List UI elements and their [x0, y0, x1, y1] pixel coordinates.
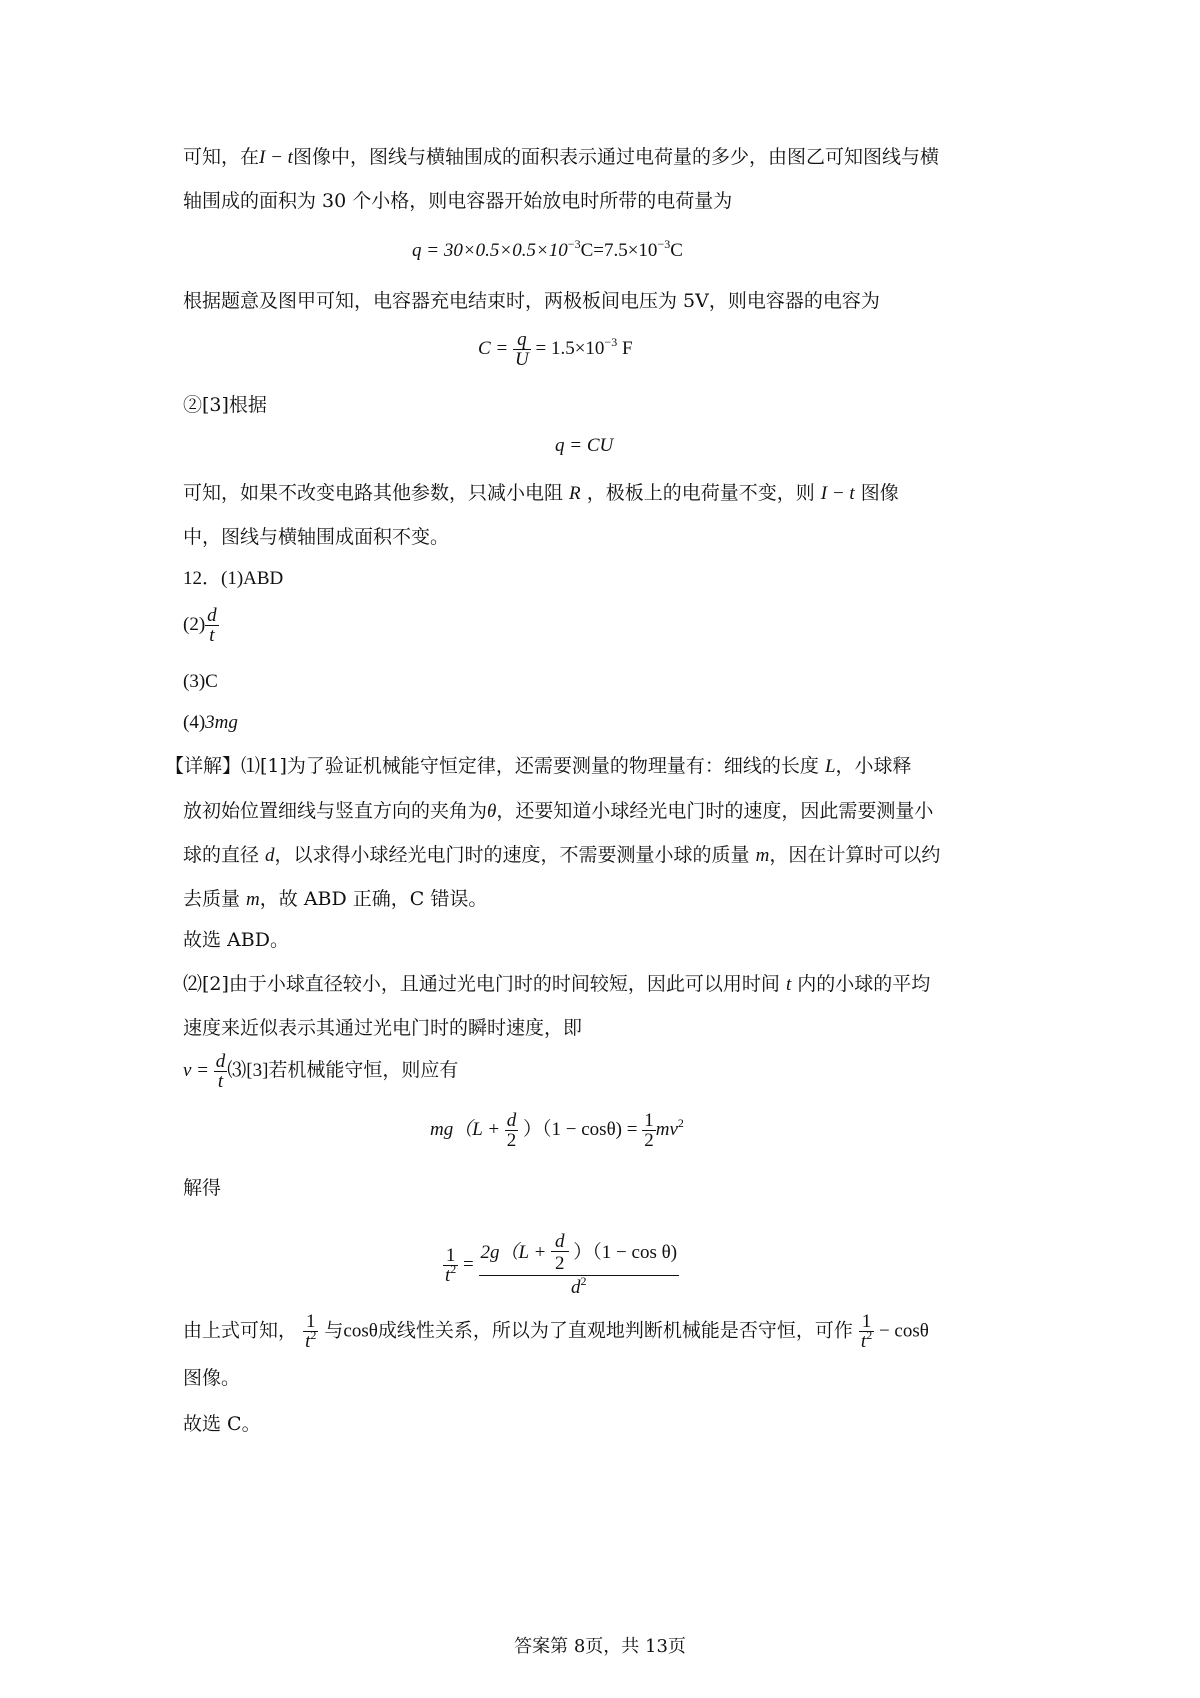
numerator: d [215, 1051, 226, 1072]
paragraph-4-line-2: 中，图线与横轴围成面积不变。 [183, 526, 450, 548]
denominator: 2 [551, 1251, 569, 1275]
equation-energy [430, 1111, 684, 1150]
answer-12-1: 12．(1)ABD [183, 568, 284, 589]
equation-result: $\frac{1}{t^2}$ = 2g（L + $\frac{d}{2}$ ）（1 − cos θ) $d^2$ [445, 1231, 678, 1298]
eq-exp: −3 [604, 334, 618, 349]
paragraph-1-line-2: 轴围成的面积为 30 个小格，则电容器开始放电时所带的电荷量为 [183, 190, 733, 212]
den-var: t [445, 1265, 451, 1286]
eq-part: mg（L + [430, 1118, 501, 1140]
detail-3-intro [183, 1052, 458, 1091]
text: 图像 [854, 482, 899, 504]
fraction-d-over-2 [505, 1111, 519, 1150]
text: 放初始位置细线与竖直方向的夹角为 [183, 800, 488, 822]
page-footer: 答案第 8页，共 13页 [514, 1636, 686, 1657]
eq-part: C=7.5×10 [580, 240, 658, 261]
text: ，还要知道小球经光电门时的速度，因此需要测量小 [496, 800, 934, 822]
den-var: t [860, 1331, 867, 1352]
conclusion-line-2: 图像。 [183, 1367, 241, 1389]
detail-line-5: 故选 ABD。 [183, 929, 289, 951]
detail-line-1 [165, 757, 912, 776]
text: 图像中，图线与横轴围成的面积表示通过电荷量的多少，由图乙可知图线与横 [292, 146, 939, 168]
numerator: 1 [861, 1311, 872, 1332]
detail-line-3 [183, 846, 940, 865]
fraction-1-over-t2 [443, 1246, 458, 1285]
eq-exp: 2 [450, 1262, 457, 1276]
paragraph-4-line-1 [183, 484, 899, 503]
math-l: L [824, 756, 836, 777]
text: ⑶[3]若机械能守恒，则应有 [227, 1059, 459, 1081]
denominator [443, 1262, 458, 1286]
text: 可知，在 [183, 146, 260, 168]
paragraph-1-line-1 [183, 148, 939, 167]
equation-capacitance [478, 330, 633, 369]
text: 与 [324, 1319, 344, 1342]
eq-part: F [617, 337, 633, 359]
eq-part: C = [478, 337, 509, 359]
eq-part: v = [183, 1059, 210, 1081]
text: ，故 ABD 正确，C 错误。 [259, 888, 488, 910]
detail-2-line-1 [183, 975, 930, 994]
fraction-1-over-t2 [303, 1312, 318, 1351]
denominator: t [205, 625, 219, 645]
fraction-d-over-t [205, 606, 219, 645]
text: (2) [183, 613, 206, 635]
eq-exp: −3 [657, 237, 671, 251]
eq-part: ）（1 − cos θ) [573, 1241, 678, 1263]
math-m: m [246, 889, 260, 910]
numerator: d [207, 605, 217, 626]
eq-part: ）（1 − cosθ) = [523, 1118, 638, 1140]
numerator: d [555, 1231, 565, 1252]
eq-exp: 2 [580, 1274, 587, 1288]
numerator: d [506, 1110, 517, 1131]
solve-label: 解得 [183, 1177, 222, 1199]
eq-exp: 2 [866, 1328, 873, 1342]
math-t: t [785, 974, 792, 995]
denominator: t [214, 1071, 228, 1091]
text: 由上式可知， [183, 1319, 298, 1342]
text: (4) [183, 712, 206, 733]
text: 球的直径 [183, 844, 266, 866]
math-m: m [755, 845, 770, 866]
eq-part: q = 30×0.5×0.5×10 [412, 240, 568, 261]
math-it: I − t [820, 483, 855, 504]
detail-line-4 [183, 890, 487, 909]
numerator: 1 [445, 1245, 456, 1266]
math-d: d [265, 845, 275, 866]
eq-part: C [670, 240, 683, 261]
fraction-d-over-t [214, 1052, 228, 1091]
fraction-d-over-2 [551, 1232, 569, 1275]
conclusion-line-1 [183, 1312, 929, 1351]
fraction-1-over-t2 [859, 1312, 874, 1351]
paragraph-2: 根据题意及图甲可知，电容器充电结束时，两极板间电压为 5V，则电容器的电容为 [183, 290, 880, 312]
text: 内的小球的平均 [791, 973, 931, 995]
math-3mg: 3mg [205, 712, 238, 733]
math-theta: θ [487, 801, 497, 822]
denominator [303, 1328, 318, 1352]
answer-12-3: (3)C [183, 671, 218, 692]
math-it: I − t [259, 147, 293, 168]
text: ，因在计算时可以约 [769, 844, 941, 866]
denominator: 2 [506, 1130, 517, 1151]
den-var: d [571, 1277, 581, 1298]
denominator [479, 1275, 680, 1299]
text: 【详解】⑴[1]为了验证机械能守恒定律，还需要测量的物理量有：细线的长度 [165, 755, 825, 777]
paragraph-3: ②[3]根据 [183, 394, 267, 416]
equation-charge [412, 237, 683, 261]
denominator [859, 1328, 874, 1352]
math-r: R [569, 483, 581, 504]
text: ，以求得小球经光电门时的速度，不需要测量小球的质量 [274, 844, 756, 866]
eq-exp: 2 [310, 1328, 317, 1342]
detail-line-2 [183, 802, 933, 821]
denominator: U [515, 349, 529, 370]
answer-12-4 [183, 713, 238, 732]
text: 去质量 [183, 888, 247, 910]
eq-exp: 2 [677, 1115, 684, 1130]
detail-2-line-2: 速度来近似表示其通过光电门时的瞬时速度，即 [183, 1017, 583, 1039]
equation-q-cu: q = CU [555, 435, 614, 456]
denominator: 2 [644, 1130, 654, 1151]
text: ，极板上的电荷量不变，则 [580, 482, 821, 504]
eq-exp: −3 [567, 237, 581, 251]
text: ，小球释 [835, 755, 912, 777]
den-var: t [305, 1331, 311, 1352]
answer-12-2 [183, 606, 219, 645]
eq-part: 2g（L + [480, 1241, 547, 1263]
text: 成线性关系，所以为了直观地判断机械能是否守恒，可作 [377, 1319, 853, 1342]
fraction-result [479, 1232, 680, 1299]
text: 可知，如果不改变电路其他参数，只减小电阻 [183, 482, 570, 504]
eq-part: = 1.5×10 [535, 337, 605, 359]
final-answer: 故选 C。 [183, 1413, 261, 1435]
numerator: q [517, 329, 527, 350]
numerator [479, 1232, 680, 1275]
text: ⑵[2]由于小球直径较小，且通过光电门时的时间较短，因此可以用时间 [183, 973, 786, 995]
fraction-1-over-2 [642, 1111, 656, 1150]
eq-part: mv [655, 1118, 678, 1140]
numerator: 1 [305, 1311, 316, 1332]
numerator: 1 [644, 1110, 654, 1131]
math-cos-theta: cosθ [343, 1320, 378, 1342]
fraction-q-over-u [513, 330, 531, 369]
math-minus-cos: − cosθ [874, 1320, 929, 1342]
